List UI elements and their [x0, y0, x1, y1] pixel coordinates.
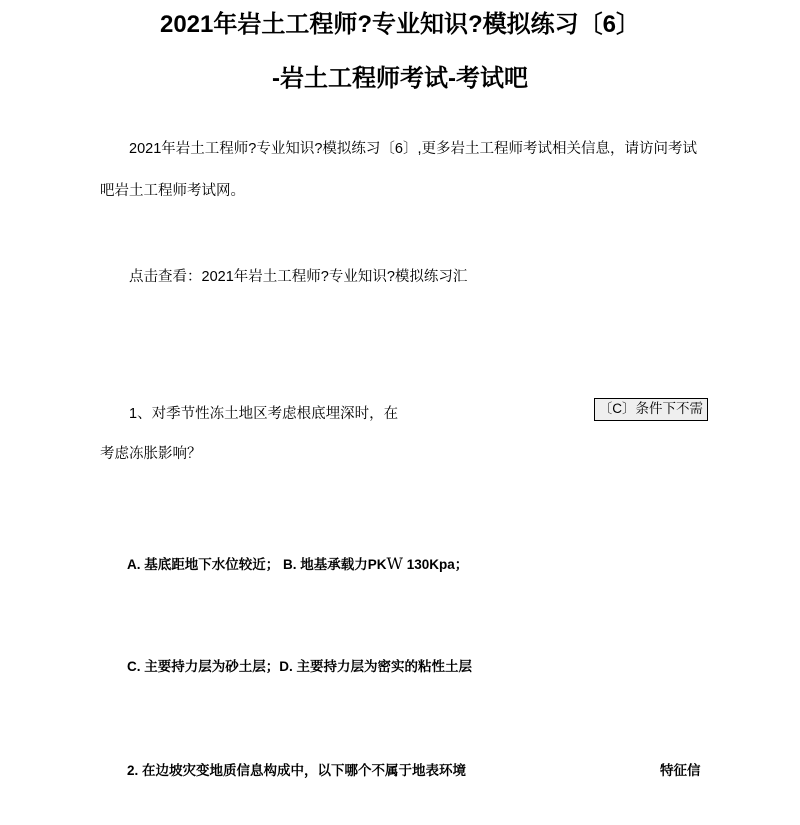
- option-a: A. 基底距地下水位较近；: [127, 557, 280, 572]
- option-b-tail: 130Kpa；: [406, 557, 469, 572]
- title-line-2: -岩土工程师考试-考试吧: [272, 65, 528, 92]
- question-2-block: [100, 751, 704, 791]
- title-line-1: 2021年岩土工程师?专业知识?模拟练习〔6〕: [159, 11, 641, 38]
- intro-paragraph: 2021年岩土工程师?专业知识?模拟练习〔6〕,更多岩土工程师考试相关信息，请访问考试吧岩土工程师考试网。: [100, 141, 697, 199]
- option-b-symbol: W: [386, 554, 403, 573]
- question-2-tail: 特征信: [660, 763, 701, 778]
- question-1-options-line-1: [100, 544, 704, 585]
- question-1-line-2: 考虑冻胀影响？: [100, 446, 202, 462]
- document-title: [0, 0, 800, 100]
- document-body: [0, 128, 800, 791]
- option-b-head: B. 地基承载力PK: [283, 557, 387, 572]
- question-1-block: [100, 394, 704, 687]
- question-1-line-1: [100, 394, 704, 434]
- question-1-text-part1: 1、对季节性冻土地区考虑根底埋深时，在: [129, 406, 399, 422]
- question-2-text: 2. 在边坡灾变地质信息构成中，以下哪个不属于地表环境: [127, 763, 467, 778]
- related-link-line[interactable]: 点击查看：2021年岩土工程师?专业知识?模拟练习汇: [129, 269, 468, 285]
- question-1-options-line-2: C. 主要持力层为砂土层；D. 主要持力层为密实的粘性土层: [127, 659, 473, 674]
- question-1-answer-tag: 〔C〕条件下不需: [594, 398, 708, 421]
